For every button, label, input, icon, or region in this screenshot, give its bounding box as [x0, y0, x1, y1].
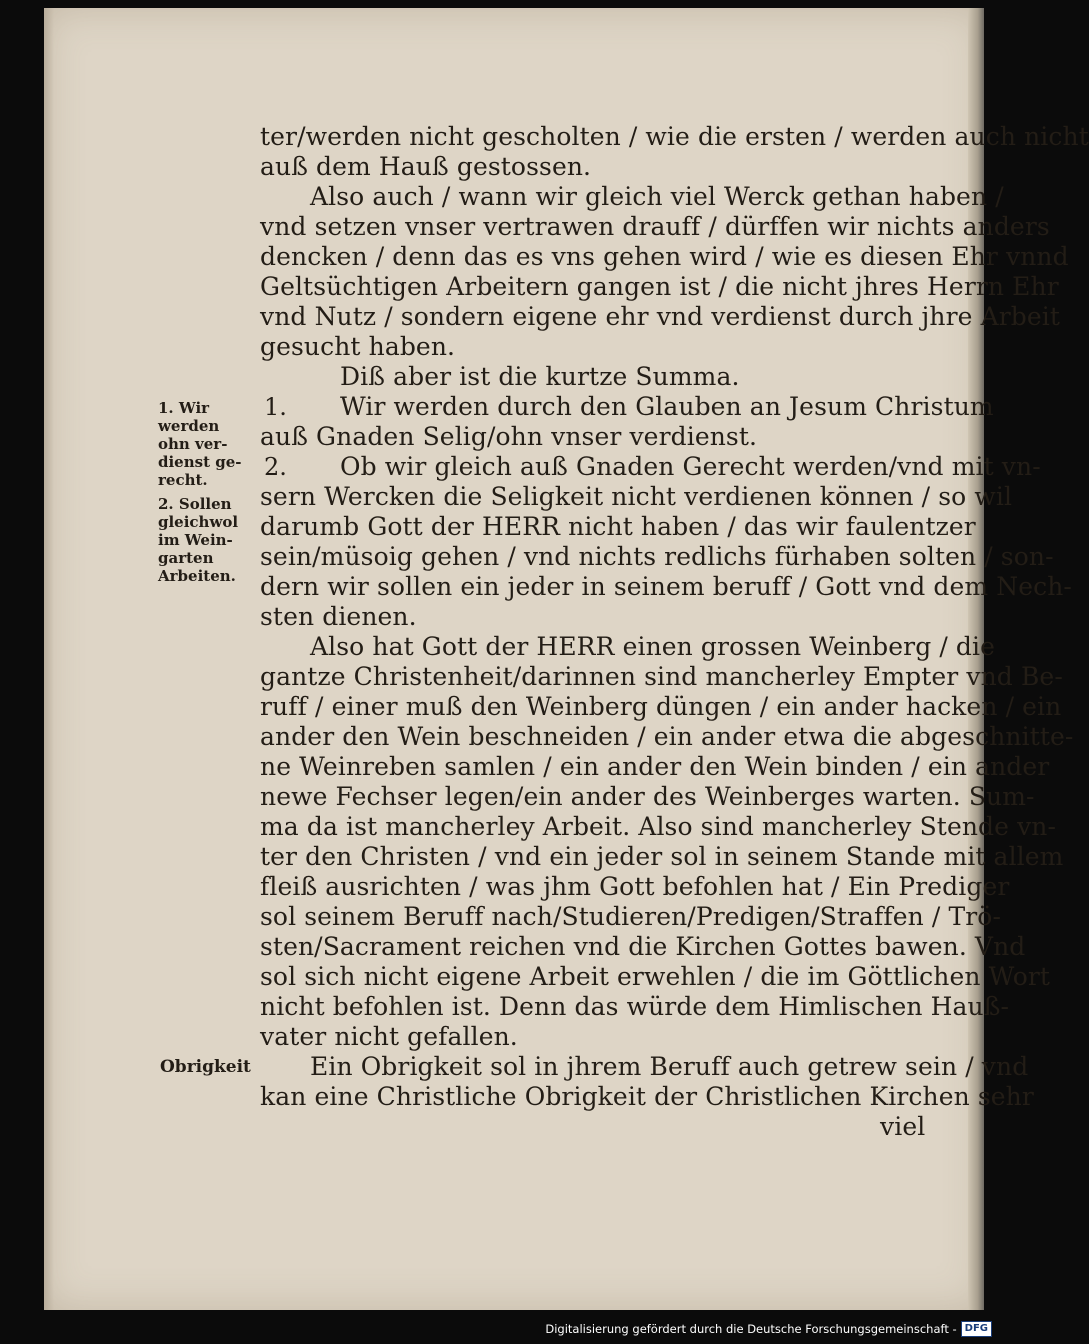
text-line: ter den Christen / vnd ein jeder sol in seinem Stande mit allem — [260, 842, 1064, 871]
text-line: darumb Gott der HERR nicht haben / das wir faulentzer — [260, 512, 976, 541]
text-line: kan eine Christliche Obrigkeit der Christlichen Kirchen sehr — [260, 1082, 1034, 1111]
text-line: auß Gnaden Selig/ohn vnser verdienst. — [260, 422, 758, 451]
text-line: fleiß ausrichten / was jhm Gott befohlen hat / Ein Prediger — [260, 872, 1010, 901]
text-line: dern wir sollen ein jeder in seinem beruff / Gott vnd dem Nech- — [260, 572, 1072, 601]
margin-note-line: recht. — [158, 471, 208, 489]
section-heading: Diß aber ist die kurtze Summa. — [340, 362, 740, 391]
margin-note-line: dienst ge- — [158, 453, 242, 471]
text-line: dencken / denn das es vns gehen wird / wie es diesen Ehr vnnd — [260, 242, 1069, 271]
point-number: 1. — [264, 393, 287, 421]
text-line: Wir werden durch den Glauben an Jesum Christum — [340, 392, 994, 421]
text-line: sol sich nicht eigene Arbeit erwehlen / die im Göttlichen Wort — [260, 962, 1051, 991]
text-line: Ein Obrigkeit sol in jhrem Beruff auch getrew sein / vnd — [310, 1052, 1029, 1081]
text-line: vnd setzen vnser vertrawen drauff / dürffen wir nichts anders — [260, 212, 1050, 241]
text-line: ne Weinreben samlen / ein ander den Wein binden / ein ander — [260, 752, 1050, 781]
text-line: Also auch / wann wir gleich viel Werck gethan haben / — [310, 182, 1004, 211]
text-line: sol seinem Beruff nach/Studieren/Predigen/Straffen / Trö- — [260, 902, 1001, 931]
margin-note-line: 1. Wir — [158, 399, 210, 417]
text-line: gesucht haben. — [260, 332, 456, 361]
text-line: sten/Sacrament reichen vnd die Kirchen Gottes bawen. Vnd — [260, 932, 1026, 961]
text-line: newe Fechser legen/ein ander des Weinberges warten. Sum- — [260, 782, 1035, 811]
text-line: ter/werden nicht gescholten / wie die ersten / werden auch nicht — [260, 122, 1089, 151]
margin-note-line: gleichwol — [158, 513, 239, 531]
catchword: viel — [880, 1112, 926, 1141]
margin-note-line: Arbeiten. — [158, 567, 236, 585]
margin-note-line: werden — [158, 417, 220, 435]
text-line: ma da ist mancherley Arbeit. Also sind mancherley Stende vn- — [260, 812, 1057, 841]
text-line: sten dienen. — [260, 602, 417, 631]
scanned-page — [44, 8, 1089, 1310]
point-number: 2. — [264, 453, 287, 481]
text-line: Geltsüchtigen Arbeitern gangen ist / die nicht jhres Herrn Ehr — [260, 272, 1059, 301]
margin-label-obrigkeit: Obrigkeit — [160, 1057, 251, 1077]
margin-note-line: ohn ver- — [158, 435, 228, 453]
page-gutter-shadow — [44, 8, 54, 1310]
text-line: ander den Wein beschneiden / ein ander etwa die abgeschnitte- — [260, 722, 1074, 751]
text-line: ruff / einer muß den Weinberg düngen / ein ander hacken / ein — [260, 692, 1062, 721]
text-line: Ob wir gleich auß Gnaden Gerecht werden/vnd mit vn- — [340, 452, 1041, 481]
text-line: sein/müsoig gehen / vnd nichts redlichs fürhaben solten / son- — [260, 542, 1054, 571]
text-line: vnd Nutz / sondern eigene ehr vnd verdienst durch jhre Arbeit — [260, 302, 1061, 331]
text-line: sern Wercken die Seligkeit nicht verdienen können / so wil — [260, 482, 1013, 511]
text-line: nicht befohlen ist. Denn das würde dem Himlischen Hauß- — [260, 992, 1010, 1021]
text-line: Also hat Gott der HERR einen grossen Weinberg / die — [310, 632, 996, 661]
text-line: vater nicht gefallen. — [260, 1022, 518, 1051]
margin-note-line: 2. Sollen — [158, 495, 232, 513]
margin-note-line: im Wein- — [158, 531, 233, 549]
margin-note-line: garten — [158, 549, 214, 567]
footer-credit — [545, 1320, 992, 1338]
text-line: auß dem Hauß gestossen. — [260, 152, 592, 181]
footer-text: Digitalisierung gefördert durch die Deutsche Forschungsgemeinschaft - — [545, 1322, 957, 1336]
dfg-logo: DFG — [961, 1321, 992, 1337]
text-line: gantze Christenheit/darinnen sind mancherley Empter vnd Be- — [260, 662, 1063, 691]
